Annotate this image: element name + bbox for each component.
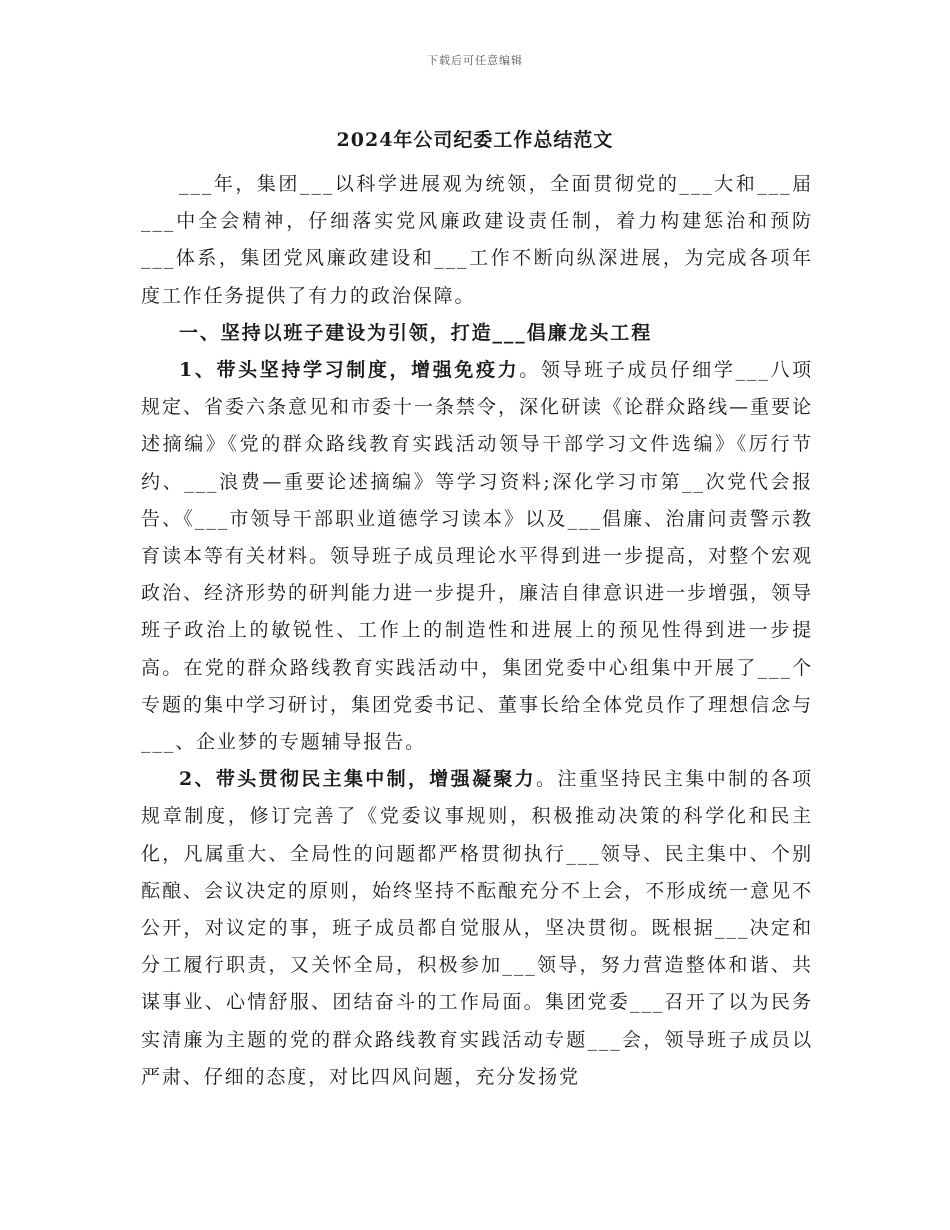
paragraph-1-text: 。领导班子成员仔细学___八项规定、省委六条意见和市委十一条禁令，深化研读《论群众路线—重要论述摘编》《党的群众路线教育实践活动领导干部学习文件选编》《厉行节约、___浪费—重要论述摘编》等学习资料;深化学习市第__次党代会报告、《___市领导干部职业道德学习读本》以及___倡廉、治庸问责警示教育读本等有关材料。领导班子成员理论水平得到进一步提高，对整个宏观政治、经济形势的研判能力进一步提升，廉洁自律意识进一步增强，领导班子政治上的敏锐性、工作上的制造性和进展上的预见性得到进一步提高。在党的群众路线教育实践活动中，集团党委中心组集中开展了___个专题的集中学习研讨，集团党委书记、董事长给全体党员作了理想信念与___、企业梦的专题辅导报告。 — [141, 359, 813, 754]
paragraph-1 — [141, 352, 813, 761]
document-body — [141, 166, 813, 1096]
paragraph-2-text: 。注重坚持民主集中制的各项规章制度，修订完善了《党委议事规则，积极推动决策的科学化和民主化，凡属重大、全局性的问题都严格贯彻执行___领导、民主集中、个别酝酿、会议决定的原则，始终坚持不酝酿充分不上会，不形成统一意见不公开，对议定的事，班子成员都自觉服从，坚决贯彻。既根据___决定和分工履行职责，又关怀全局，积极参加___领导，努力营造整体和谐、共谋事业、心情舒服、团结奋斗的工作局面。集团党委___召开了以为民务实清廉为主题的党的群众路线教育实践活动专题___会，领导班子成员以严肃、仔细的态度，对比四风问题，充分发扬党 — [141, 768, 813, 1088]
section-heading: 一、坚持以班子建设为引领，打造___倡廉龙头工程 — [179, 321, 653, 344]
header-note: 下载后可任意编辑 — [427, 54, 523, 67]
paragraph-2-lead: 2、带头贯彻民主集中制，增强凝聚力 — [179, 768, 537, 791]
paragraph-1-lead: 1、带头坚持学习制度，增强免疫力 — [179, 359, 520, 382]
intro-paragraph: ___年，集团___以科学进展观为统领，全面贯彻党的___大和___届___中全会精神，仔细落实党风廉政建设责任制，着力构建惩治和预防___体系，集团党风廉政建设和___工作不断向纵深进展，为完成各项年度工作任务提供了有力的政治保障。 — [141, 173, 813, 307]
paragraph-2 — [141, 761, 813, 1096]
document-title: 2024年公司纪委工作总结范文 — [336, 129, 614, 151]
